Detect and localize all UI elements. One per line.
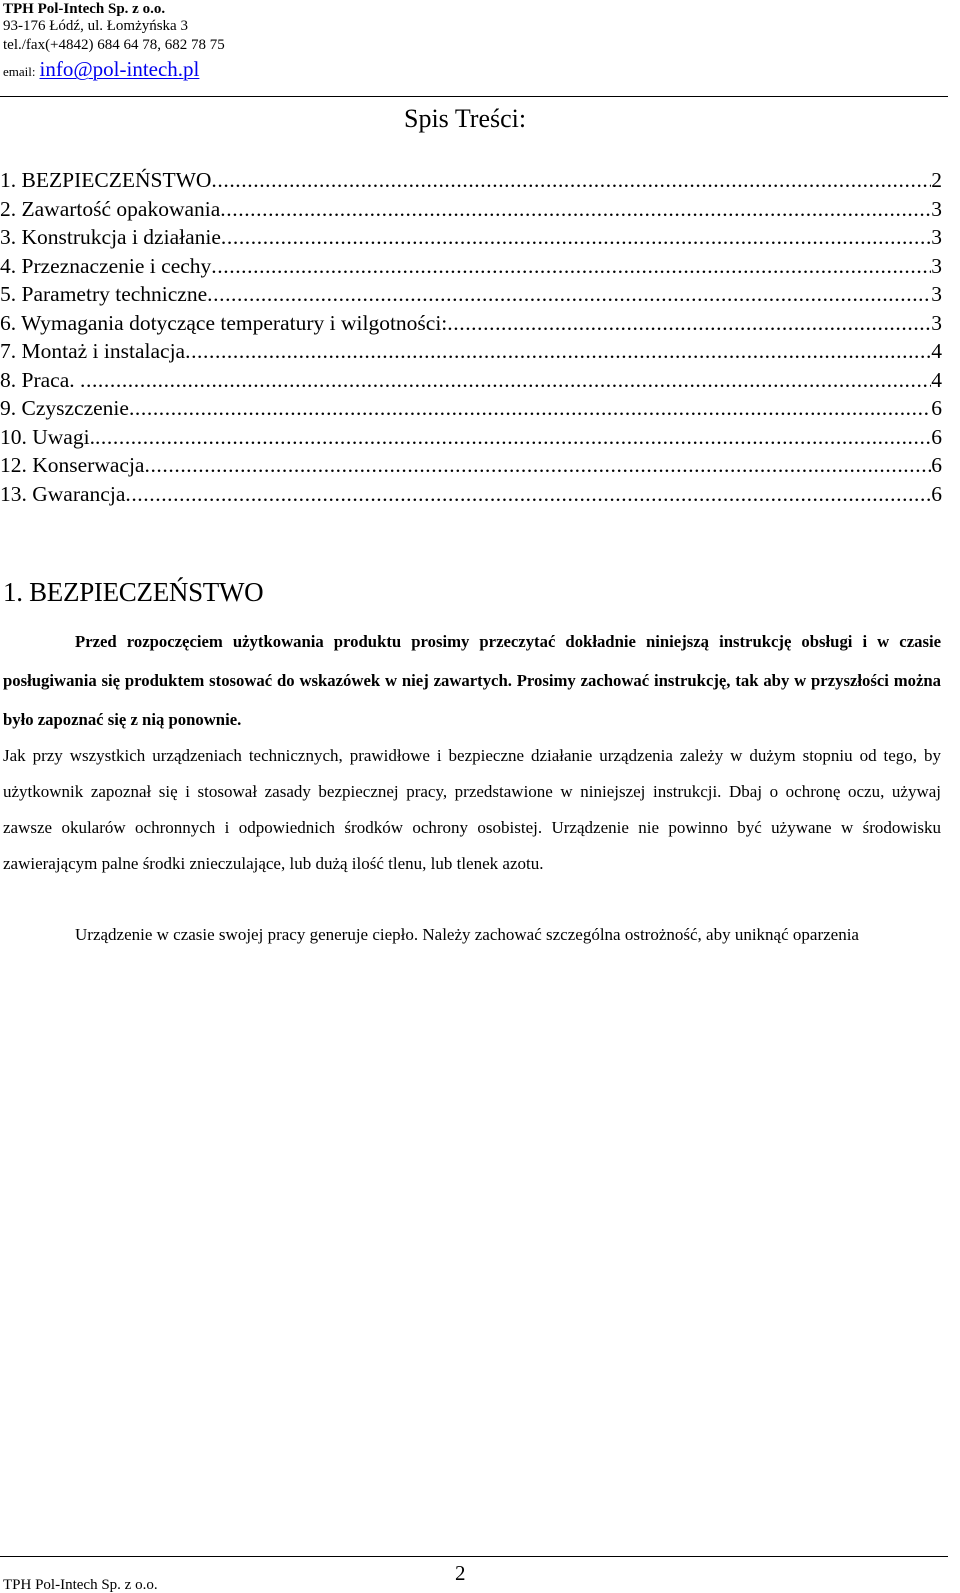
toc-entry[interactable]	[0, 394, 942, 423]
toc-entry-page: 3	[931, 225, 942, 249]
toc-entry[interactable]	[0, 423, 942, 452]
toc-leader-dots	[447, 309, 931, 338]
header-divider	[0, 96, 948, 97]
page-number: 2	[455, 1561, 466, 1585]
safety-notice-paragraph: Przed rozpoczęciem użytkowania produktu prosimy przeczytać dokładnie niniejszą instrukcję obsługi i w czasie posługiwania się produktem stosować do wskazówek w niej zawartych. Prosimy zachować instrukcję, tak aby w przyszłości można było zapoznać się z nią ponownie.	[3, 632, 941, 729]
toc-entry-page: 3	[931, 196, 942, 221]
header-address: 93-176 Łódź, ul. Łomżyńska 3	[3, 18, 188, 34]
toc-entry-page: 6	[931, 481, 942, 506]
toc-entry-label: 6. Wymagania dotyczące temperatury i wilgotności:	[0, 310, 448, 335]
toc-entry-page: 3	[931, 310, 942, 335]
toc-entry[interactable]	[0, 252, 942, 281]
toc-entry[interactable]	[0, 480, 942, 509]
footer-divider	[0, 1556, 948, 1557]
toc-entry[interactable]	[0, 451, 942, 480]
toc-entry[interactable]	[0, 309, 942, 338]
toc-entry-page: 3	[931, 253, 942, 278]
toc-leader-dots	[211, 166, 931, 195]
heat-warning-paragraph: Urządzenie w czasie swojej pracy generuje ciepło. Należy zachować szczególna ostrożność, aby uniknąć oparzenia	[75, 925, 859, 944]
toc-entry-label: 4. Przeznaczenie i cechy	[0, 253, 212, 278]
toc-leader-dots	[211, 252, 931, 281]
toc-entry-page: 2	[931, 168, 942, 192]
toc-entry-page: 6	[931, 453, 942, 477]
toc-entry-label: 7. Montaż i instalacja	[0, 339, 186, 363]
toc-entry[interactable]	[0, 223, 942, 252]
toc-entry[interactable]	[0, 195, 942, 224]
safety-body-paragraph: Jak przy wszystkich urządzeniach technicznych, prawidłowe i bezpieczne działanie urządzenia zależy w dużym stopniu od tego, by użytkownik zapoznał się i stosował zasady bezpiecznej pracy, przedstawione w niniejszej instrukcji. Dbaj o ochronę oczu, używaj zawsze okularów ochronnych i odpowiednich środków ochrony osobistej. Urządzenie nie powinno być używane w środowisku zawierającym palne środki znieczulające, lub dużą ilość tlenu, lub tlenek azotu.	[3, 746, 941, 873]
toc-entry-label: 9. Czyszczenie	[0, 396, 129, 420]
toc-leader-dots	[221, 223, 931, 252]
toc-title: Spis Treści:	[404, 104, 527, 133]
toc-leader-dots	[185, 337, 931, 366]
toc-entry-page: 6	[931, 396, 942, 420]
toc-leader-dots	[220, 195, 931, 224]
header-phone-fax: tel./fax(+4842) 684 64 78, 682 78 75	[3, 37, 225, 53]
email-link[interactable]: info@pol-intech.pl	[39, 57, 200, 81]
toc-leader-dots	[125, 480, 931, 509]
footer-company-name: TPH Pol-Intech Sp. z o.o.	[3, 1577, 158, 1593]
toc-entry-page: 4	[931, 339, 942, 363]
toc-leader-dots	[80, 366, 931, 395]
toc-leader-dots	[144, 451, 931, 480]
toc-entry-page: 3	[931, 282, 942, 306]
section-heading: 1. BEZPIECZEŃSTWO	[3, 577, 264, 607]
toc-leader-dots	[129, 394, 931, 423]
toc-entry-label: 3. Konstrukcja i działanie	[0, 225, 221, 249]
header-company-name: TPH Pol-Intech Sp. z o.o.	[3, 1, 166, 17]
toc-entry-label: 2. Zawartość opakowania	[0, 196, 221, 221]
toc-leader-dots	[95, 423, 931, 452]
header-email-row	[3, 56, 199, 85]
toc-entry-label: 1. BEZPIECZEŃSTWO	[0, 168, 212, 192]
table-of-contents	[0, 166, 942, 508]
toc-entry-page: 4	[931, 367, 942, 392]
toc-entry[interactable]	[0, 166, 942, 195]
toc-entry-label: 8. Praca.	[0, 367, 80, 392]
toc-entry[interactable]	[0, 337, 942, 366]
toc-entry[interactable]	[0, 366, 942, 395]
toc-entry-label: 10. Uwagi.	[0, 424, 95, 449]
toc-entry-label: 13. Gwarancja	[0, 481, 126, 506]
toc-entry-label: 12. Konserwacja	[0, 453, 145, 477]
email-label: email:	[3, 64, 36, 79]
toc-entry[interactable]	[0, 280, 942, 309]
toc-entry-label: 5. Parametry techniczne	[0, 282, 208, 306]
toc-leader-dots	[207, 280, 931, 309]
toc-entry-page: 6	[931, 424, 942, 449]
